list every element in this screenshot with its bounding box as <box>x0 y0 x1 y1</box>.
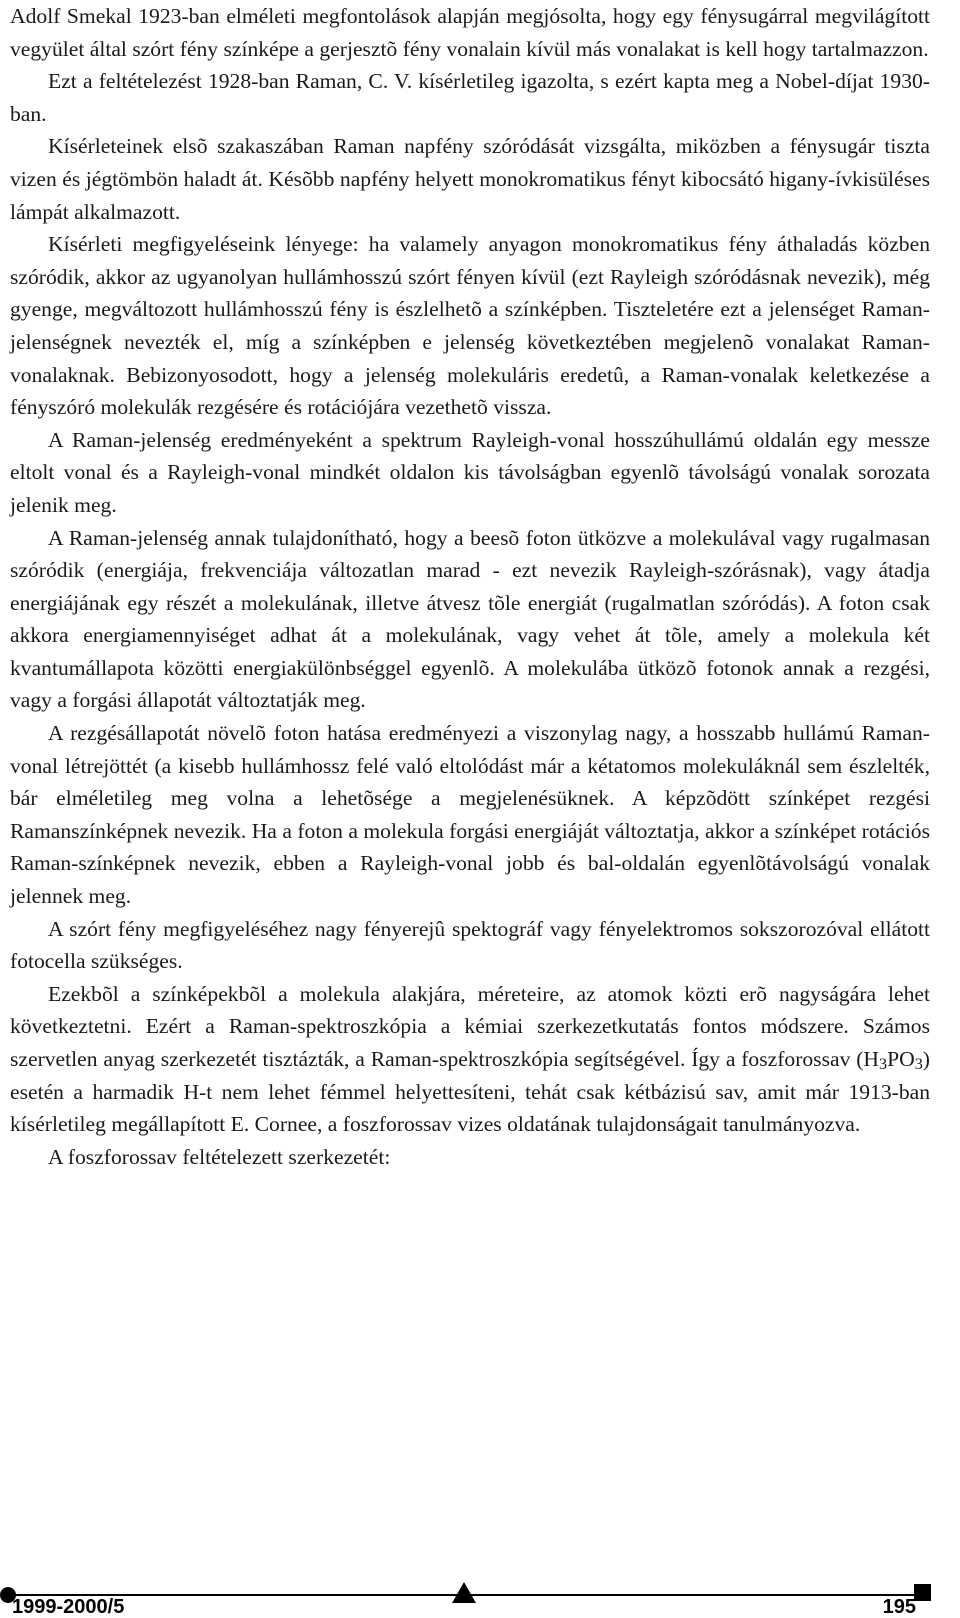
paragraph-vibration-state: A rezgésállapotát növelõ foton hatása eredményezi a viszonylag nagy, a hosszabb hullámú Raman-vonal létrejöttét (a kisebb hullámhossz felé való eltolódást már a kétatomos molekuláknál sem észlelték, bár elméletileg meg volna a lehetõsége a megjelenésüknek. A képzõdött színképet rezgési Ramanszínképnek nevezik. Ha a foton a molekula forgási energiáját változtatja, akkor a színképet rotációs Raman-színképnek nevezik, ebben a Rayleigh-vonal jobb és bal-oldalán egyenlõtávolságú vonalak jelennek meg. <box>10 721 930 909</box>
paragraph-phosphorous-acid <box>10 978 930 1141</box>
page-footer <box>0 1582 960 1616</box>
paragraph-raman-nobel: Ezt a feltételezést 1928-ban Raman, C. V. kísérletileg igazolta, s ezért kapta meg a Nobel-díjat 1930-ban. <box>10 69 930 126</box>
subscript: 3 <box>879 1054 888 1073</box>
text-segment: Ezekbõl a színképekbõl a molekula alakjára, méreteire, az atomok közti erõ nagyságára lehet következtetni. Ezért a Raman-spektroszkópia a kémiai szerkezetkutatás fontos módszere. Számos szervetlen anyag szerkezetét tisztázták, a Raman-spektroszkópia segítségével. Így a foszforossav (H <box>10 981 930 1071</box>
issue-number: 1999-2000/5 <box>12 1596 125 1618</box>
paragraph-spectrum: A Raman-jelenség eredményeként a spektrum Rayleigh-vonal hosszúhullámú oldalán egy messze eltolt vonal és a Rayleigh-vonal mindkét oldalon kis távolságban egyenlõ távolságú vonalak sorozata jelenik meg. <box>10 427 930 517</box>
paragraph-experiments: Kísérleteinek elsõ szakaszában Raman napfény szóródását vizsgálta, miközben a fénysugár tiszta vizen és jégtömbön haladt át. Késõbb napfény helyett monokromatikus fényt kibocsátó higany-ívkisüléses lámpát alkalmazott. <box>10 134 930 224</box>
text-segment: PO <box>887 1047 915 1071</box>
article-body <box>10 0 930 1173</box>
paragraph-observations: Kísérleti megfigyeléseink lényege: ha valamely anyagon monokromatikus fény áthaladás közben szóródik, akkor az ugyanolyan hullámhosszú szórt fényen kívül (ezt Rayleigh szóródásnak nevezik), még gyenge, megváltozott hullámhosszú fény is észlelhetõ a színképben. Tiszteletére ezt a jelenséget Raman-jelenségnek nevezték el, míg a színképben e jelenség következtében megjelenõ vonalakat Raman-vonalaknak. Bebizonyosodott, hogy a jelenség molekuláris eredetû, a Raman-vonalak keletkezése a fényszóró molekulák rezgésére és rotációjára vezethetõ vissza. <box>10 232 930 420</box>
page-number: 195 <box>882 1596 916 1618</box>
text-segment: ) esetén a harmadik H-t nem lehet fémmel helyettesíteni, tehát csak kétbázisú sav, amit már 1913-ban kísérletileg megállapított E. Cornee, a foszforossav vizes oldatának tulajdonságait tanulmányozva. <box>10 1047 930 1137</box>
square-icon <box>914 1584 931 1601</box>
paragraph-structure-intro: A foszforossav feltételezett szerkezetét: <box>48 1144 391 1169</box>
paragraph-photon-collision: A Raman-jelenség annak tulajdonítható, hogy a beesõ foton ütközve a molekulával vagy rugalmasan szóródik (energiája, frekvenciája változatlan marad - ezt nevezik Rayleigh-szórásnak), vagy átadja energiájának egy részét a molekulának, illetve átvesz tõle energiát (rugalmatlan szóródás). A foton csak akkora energiamennyiséget adhat át a molekulának, vagy vehet át tõle, amely a molekula két kvantumállapota közötti energiakülönbséggel egyenlõ. A molekulába ütközõ fotonok annak a rezgési, vagy a forgási állapotát változtatják meg. <box>10 525 930 713</box>
triangle-icon <box>452 1582 476 1603</box>
subscript: 3 <box>914 1054 923 1073</box>
paragraph-scattered-light: A szórt fény megfigyeléséhez nagy fényerejû spektográf vagy fényelektromos sokszorozóval ellátott fotocella szükséges. <box>10 916 930 974</box>
paragraph-smekal: Adolf Smekal 1923-ban elméleti megfontolások alapján megjósolta, hogy egy fénysugárral megvilágított vegyület által szórt fény színképe a gerjesztõ fény vonalain kívül más vonalakat is kell hogy tartalmazzon. <box>10 4 930 61</box>
